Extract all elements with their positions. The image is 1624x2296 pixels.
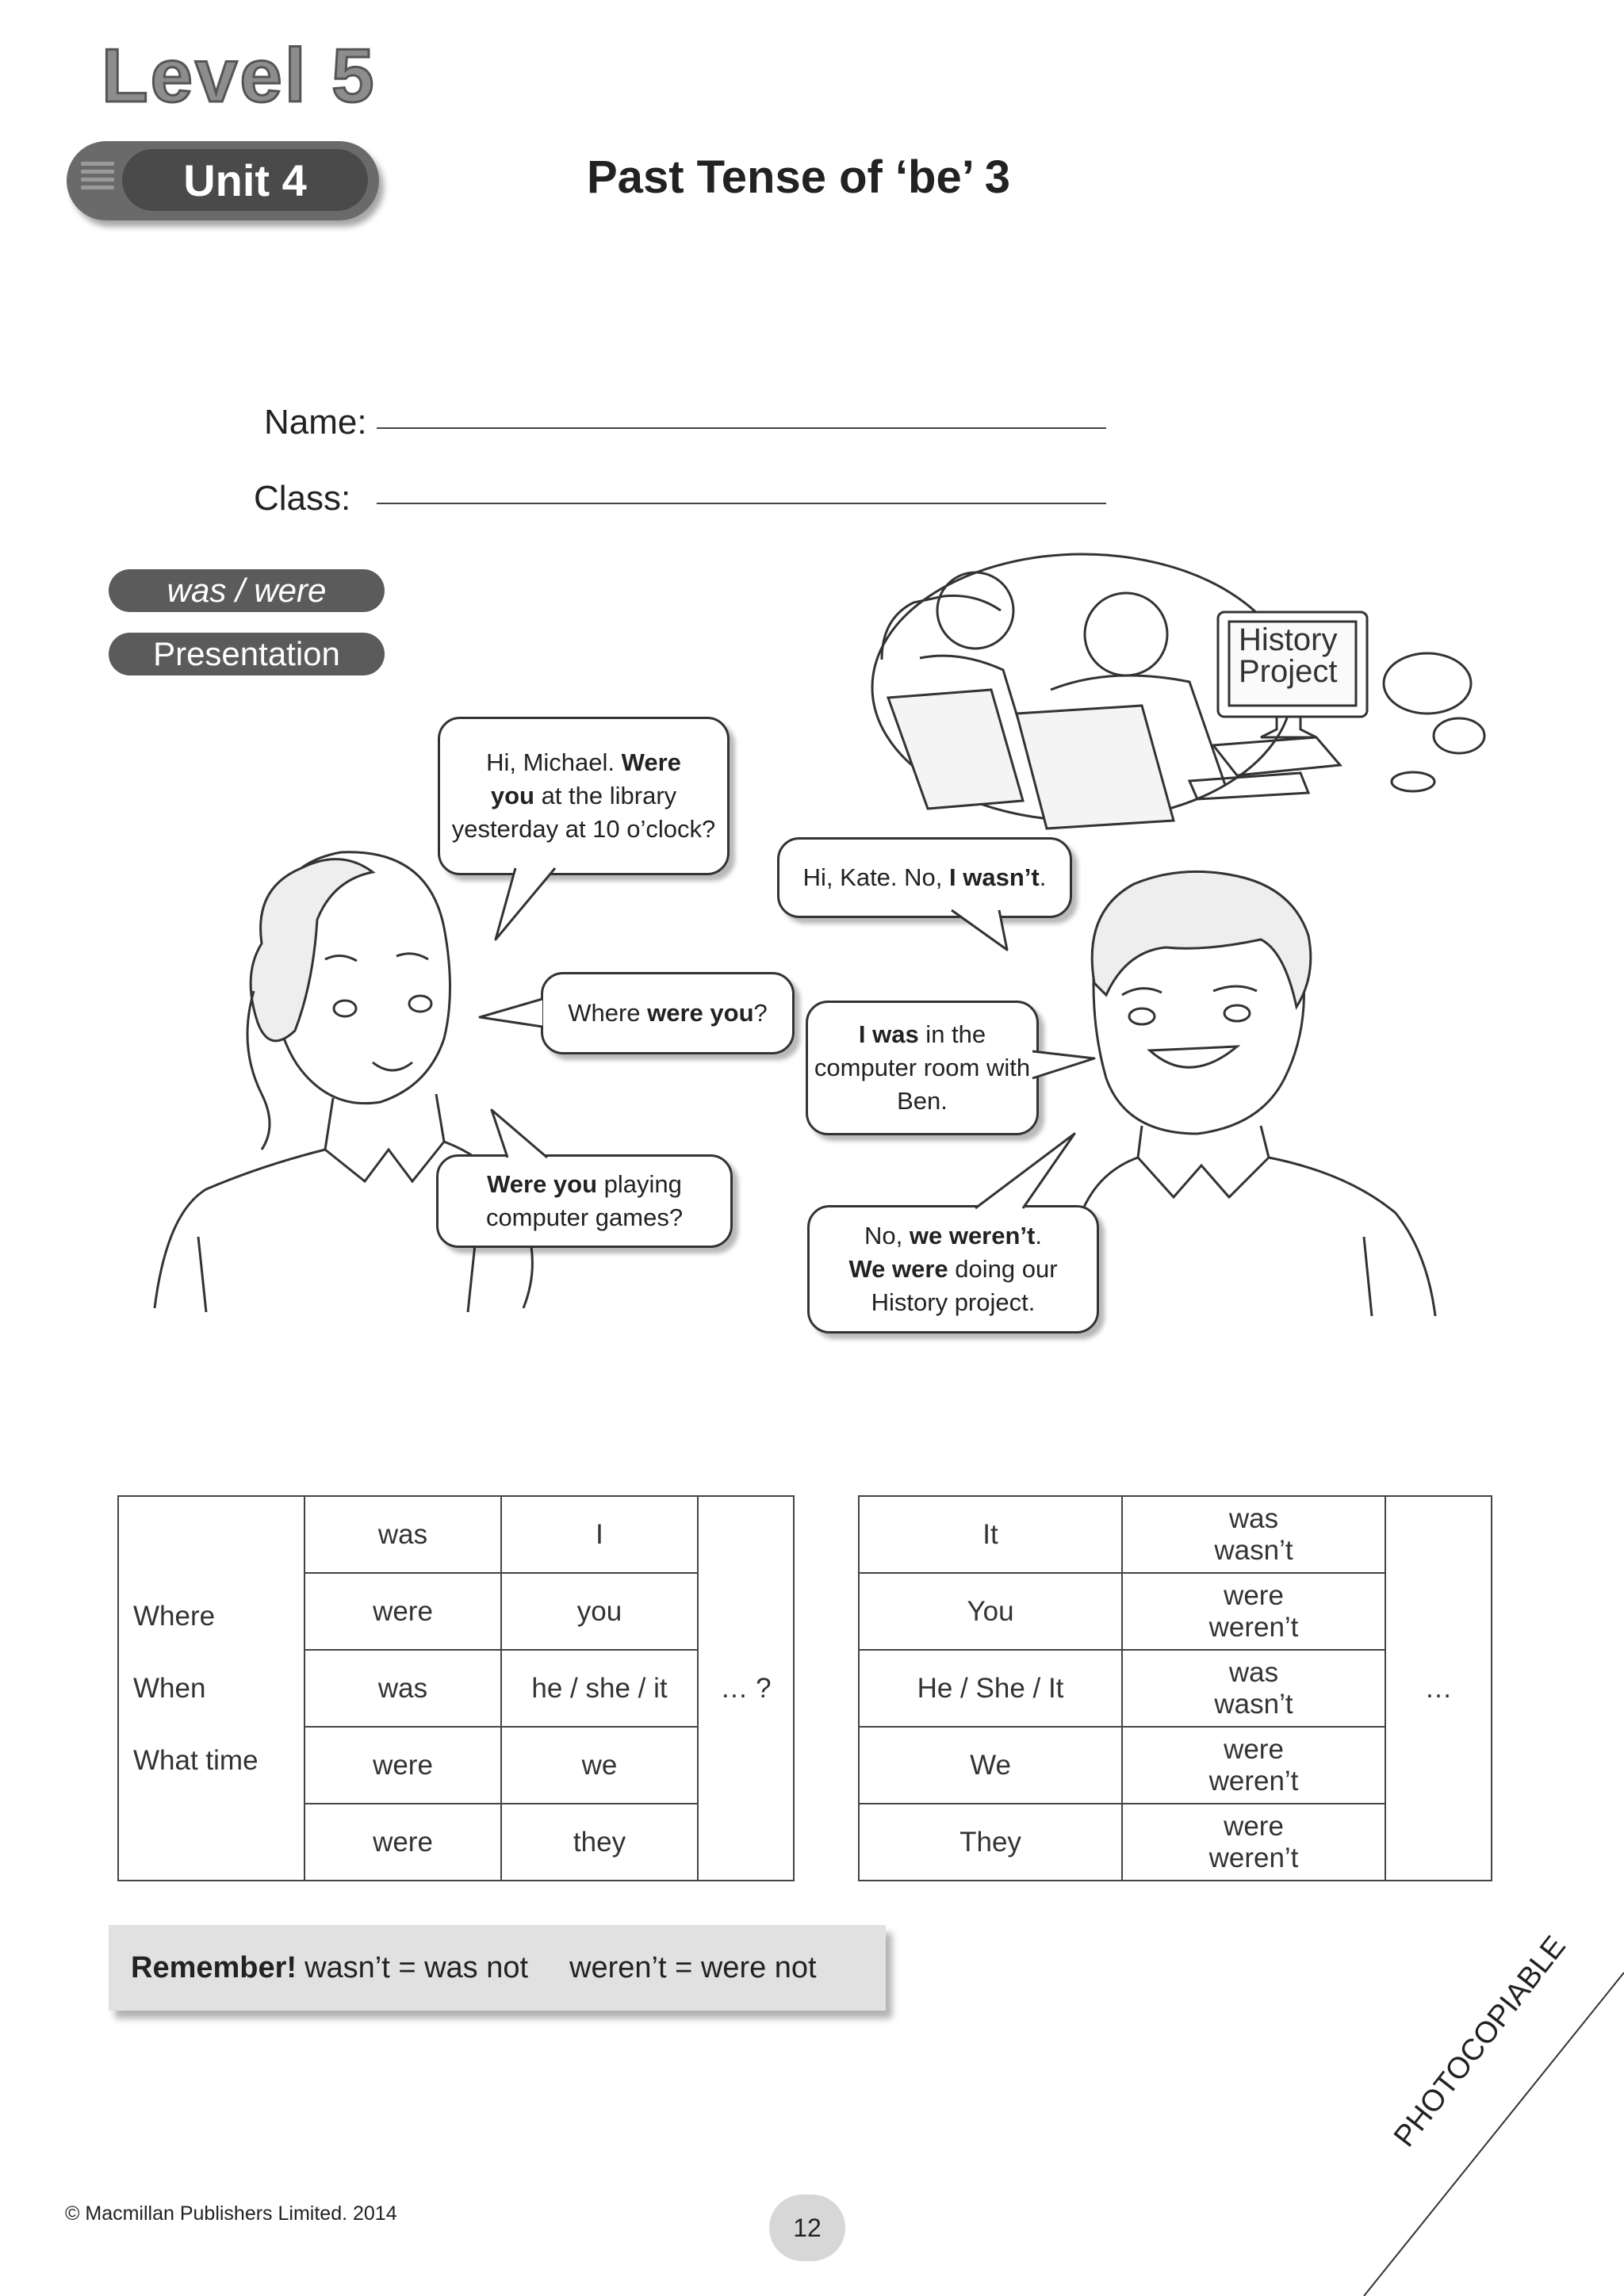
level-title: Level 5 — [102, 33, 377, 118]
speech-bubble-2: Hi, Kate. No, I wasn’t. — [777, 837, 1072, 918]
subject-cell: It — [859, 1496, 1122, 1573]
page-number: 12 — [769, 2195, 845, 2261]
speech-bubble-4: I was in the computer room with Ben. — [806, 1001, 1039, 1135]
verb-positive: was — [1228, 1503, 1279, 1535]
subject-cell: we — [501, 1727, 698, 1804]
subject-cell: you — [501, 1573, 698, 1650]
photocopiable-stamp: PHOTOCOPIABLE — [1388, 1930, 1572, 2153]
verb-negative: weren’t — [1208, 1842, 1299, 1873]
verb-cell: were — [304, 1727, 501, 1804]
name-label: Name: — [264, 403, 367, 442]
verb-cell: were — [304, 1804, 501, 1881]
unit-label: Unit 4 — [122, 149, 368, 211]
speech-bubble-6: No, we weren’t. We were doing our History project. — [807, 1205, 1099, 1334]
speech-bubble-1: Hi, Michael. Were you at the library yesterday at 10 o’clock? — [438, 717, 730, 875]
remember-rule-1: wasn’t = was not — [304, 1950, 529, 1984]
ellipsis-cell: … — [1385, 1496, 1492, 1881]
ellipsis-cell: … ? — [698, 1496, 794, 1881]
remember-rule-2: weren’t = were not — [569, 1950, 817, 1984]
subject-cell: They — [859, 1804, 1122, 1881]
topic-tag: was / were — [109, 569, 385, 612]
verb-positive: were — [1224, 1811, 1284, 1843]
question-word: When — [133, 1673, 206, 1704]
verb-positive: was — [1228, 1657, 1279, 1689]
verb-negative: wasn’t — [1214, 1688, 1293, 1720]
verb-positive: were — [1224, 1734, 1284, 1766]
verb-negative: weren’t — [1208, 1611, 1299, 1643]
subject-cell: We — [859, 1727, 1122, 1804]
subject-cell: You — [859, 1573, 1122, 1650]
subject-cell: they — [501, 1804, 698, 1881]
copyright: © Macmillan Publishers Limited. 2014 — [65, 2202, 397, 2225]
verb-negative: wasn’t — [1214, 1534, 1293, 1566]
subject-cell: he / she / it — [501, 1650, 698, 1727]
section-tag: Presentation — [109, 633, 385, 675]
question-word: Where — [133, 1601, 216, 1632]
class-label: Class: — [254, 479, 351, 518]
remember-label: Remember! — [131, 1950, 297, 1984]
page-title: Past Tense of ‘be’ 3 — [587, 151, 1011, 203]
verb-cell: was — [304, 1496, 501, 1573]
verb-cell: was — [304, 1650, 501, 1727]
speech-bubble-3: Where were you? — [541, 972, 795, 1054]
speech-bubble-5: Were you playing computer games? — [436, 1154, 733, 1248]
screen-text-1: History — [1239, 622, 1338, 657]
verb-positive: were — [1224, 1580, 1284, 1612]
subject-cell: I — [501, 1496, 698, 1573]
question-word: What time — [133, 1745, 259, 1776]
verb-cell: were — [304, 1573, 501, 1650]
subject-cell: He / She / It — [859, 1650, 1122, 1727]
screen-text-2: Project — [1239, 654, 1338, 689]
verb-negative: weren’t — [1208, 1765, 1299, 1797]
